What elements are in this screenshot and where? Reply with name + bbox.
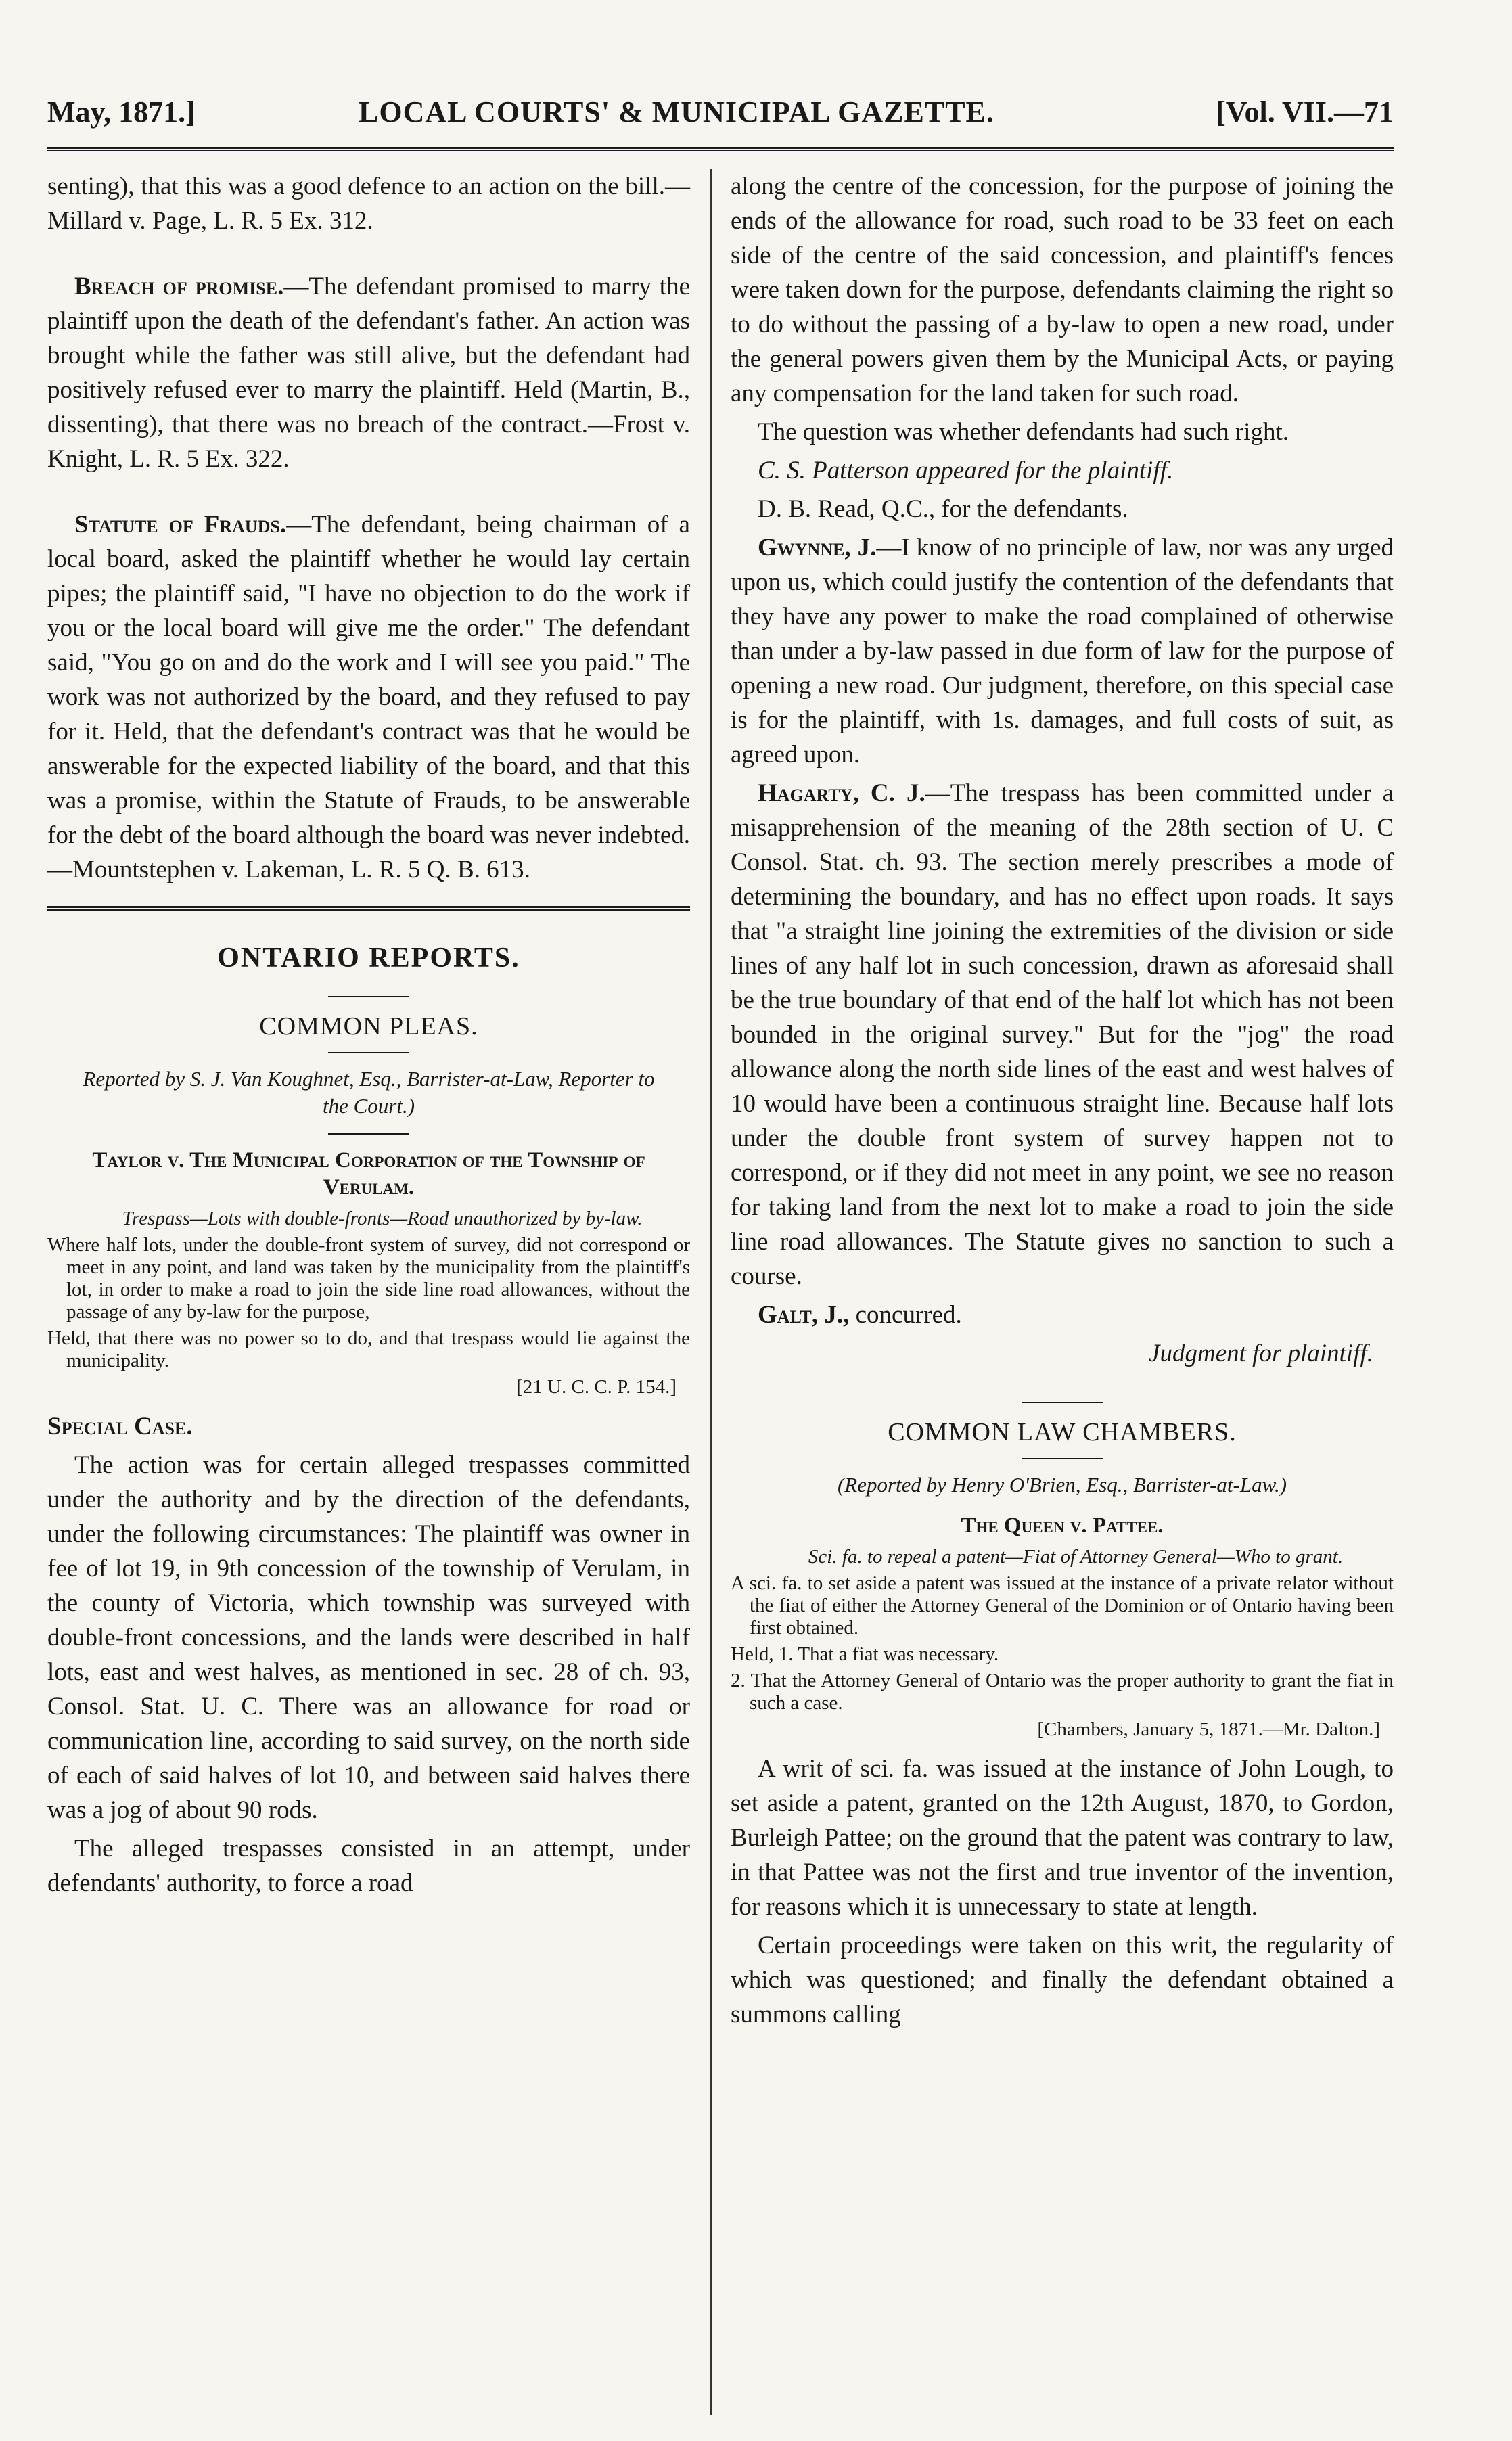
paragraph: The question was whether defendants had such right. (758, 418, 1289, 446)
paragraph-heading: Hagarty, C. J. (758, 779, 925, 807)
header-volume: [Vol. VII.—71 (1216, 95, 1394, 129)
paragraph: C. S. Patterson appeared for the plaintiff. (758, 457, 1174, 484)
reporter-line: (Reported by Henry O'Brien, Esq., Barrister-at-Law.) (837, 1473, 1287, 1497)
report-citation: [Chambers, January 5, 1871.—Mr. Dalton.] (1037, 1718, 1380, 1740)
paragraph-text: concurred. (855, 1301, 962, 1329)
case-title: Taylor v. The Municipal Corporation of the Township of Verulam. (92, 1148, 645, 1200)
page-header (47, 95, 1394, 142)
left-column (47, 169, 690, 1904)
header-rule (47, 147, 1394, 154)
short-rule (1022, 1458, 1103, 1459)
reporter-line: Reported by S. J. Van Koughnet, Esq., Barrister-at-Law, Reporter to the Court.) (83, 1067, 655, 1118)
paragraph-heading: Gwynne, J. (758, 534, 877, 562)
paragraph: senting), that this was a good defence to an action on the bill.—Millard v. Page, L. R. 5 Ex. 312. (47, 173, 690, 235)
paragraph-text: —The defendant promised to marry the plaintiff upon the death of the defendant's father. An action was brought while the father was still alive, but the defendant had positively refused ever to marry the plaintiff. Held (Martin, B., dissenting), that there was no breach of the contract.—Frost v. Knight, L. R. 5 Ex. 322. (47, 273, 690, 473)
short-rule (328, 1133, 409, 1135)
headnote: Held, that there was no power so to do, and that trespass would lie against the municipality. (47, 1327, 690, 1371)
section-title: ONTARIO REPORTS. (217, 942, 520, 974)
paragraph: along the centre of the concession, for the purpose of joining the ends of the allowance for road, such road to be 33 feet on each side of the centre of the said concession, and plaintiff's fences were taken down for the purpose, defendants claiming the right so to do without the passing of a by-law to open a new road, under the general powers given them by the Municipal Acts, or paying any compensation for the land taken for such road. (731, 173, 1394, 407)
paragraph (731, 776, 1394, 1294)
headnote: 2. That the Attorney General of Ontario was the proper authority to grant the fiat in such a case. (731, 1670, 1394, 1714)
paragraph: A writ of sci. fa. was issued at the instance of John Lough, to set aside a patent, granted on the 12th August, 1870, to Gordon, Burleigh Pattee; on the ground that the patent was contrary to law, in that Pattee was not the first and true inventor of the invention, for reasons which it is unnecessary to state at length. (731, 1755, 1394, 1921)
header-date: May, 1871.] (47, 95, 196, 129)
paragraph (731, 1298, 1394, 1332)
report-citation: [21 U. C. C. P. 154.] (516, 1376, 677, 1398)
paragraph-heading: Breach of promise. (74, 273, 284, 300)
case-title: The Queen v. Pattee. (961, 1513, 1164, 1538)
short-rule (328, 1052, 409, 1053)
column-divider (710, 169, 712, 2415)
paragraph (47, 269, 690, 476)
court-heading: COMMON PLEAS. (259, 1012, 478, 1041)
paragraph: D. B. Read, Q.C., for the defendants. (758, 495, 1128, 523)
gazette-page (47, 95, 1394, 2422)
short-rule (1022, 1402, 1103, 1403)
headnote: Where half lots, under the double-front system of survey, did not correspond or meet in any point, and land was taken by the municipality from the plaintiff's lot, in order to make a road to join the side line road allowances, without the passage of any by-law for the purpose, (47, 1234, 690, 1323)
paragraph-text: —The trespass has been committed under a misapprehension of the meaning of the 28th section of U. C Consol. Stat. ch. 93. The section merely prescribes a mode of determining the boundary, and has no effect upon roads. It says that "a straight line joining the extremities of the division or side lines of any half lot in such concession, drawn as aforesaid shall be the true boundary of that end of the half lot which has not been bounded in the original survey." But for the "jog" the road allowance along the north side lines of the east and west halves of 10 would have been a continuous straight line. Because half lots under the double front system of survey happen not to correspond, or if they did not meet in any point, we see no reason for taking land from the next lot to make a road to join the side line road allowances. The Statute gives no sanction to such a course. (731, 779, 1394, 1290)
paragraph: Certain proceedings were taken on this writ, the regularity of which was questioned; and finally the defendant obtained a summons calling (731, 1932, 1394, 2028)
judgment-line: Judgment for plaintiff. (1149, 1340, 1373, 1367)
catchwords: Trespass—Lots with double-fronts—Road unauthorized by by-law. (122, 1208, 643, 1229)
header-title: LOCAL COURTS' & MUNICIPAL GAZETTE. (359, 95, 994, 129)
headnote: A sci. fa. to set aside a patent was issued at the instance of a private relator without the fiat of either the Attorney General of the Dominion or of Ontario having been first obtained. (731, 1572, 1394, 1639)
right-column (731, 169, 1394, 2036)
paragraph-text: —I know of no principle of law, nor was any urged upon us, which could justify the contention of the defendants that they have any power to make the road complained of otherwise than under a by-law passed in due form of law for the purpose of opening a new road. Our judgment, therefore, on this special case is for the plaintiff, with 1s. damages, and full costs of suit, as agreed upon. (731, 534, 1394, 769)
headnote: Held, 1. That a fiat was necessary. (731, 1643, 999, 1665)
paragraph (47, 507, 690, 887)
short-rule (328, 996, 409, 997)
paragraph-heading: Statute of Frauds. (74, 511, 287, 539)
paragraph-text: —The defendant, being chairman of a local board, asked the plaintiff whether he would lay certain pipes; the plaintiff said, "I have no objection to do the work if you or the local board will give me the order." The defendant said, "You go on and do the work and I will see you paid." The work was not authorized by the board, and they refused to pay for it. Held, that the defendant's contract was that he would be answerable for the expected liability of the board, and that this was a promise, within the Statute of Frauds, to be answerable for the debt of the board although the board was never indebted.—Mountstephen v. Lakeman, L. R. 5 Q. B. 613. (47, 511, 690, 884)
section-rule (47, 906, 690, 914)
paragraph (731, 530, 1394, 772)
paragraph: The alleged trespasses consisted in an attempt, under defendants' authority, to force a road (47, 1835, 690, 1897)
paragraph: The action was for certain alleged trespasses committed under the authority and by the direction of the defendants, under the following circumstances: The plaintiff was owner in fee of lot 19, in 9th concession of the township of Verulam, in the county of Victoria, which township was surveyed with double-front concessions, and the lands were described in half lots, east and west halves, as mentioned in sec. 28 of ch. 93, Consol. Stat. U. C. There was an allowance for road or communication line, according to said survey, on the north side of each of said halves of lot 10, and between said halves there was a jog of about 90 rods. (47, 1451, 690, 1824)
paragraph-heading: Galt, J., (758, 1301, 850, 1329)
court-heading: COMMON LAW CHAMBERS. (888, 1418, 1237, 1446)
special-case-heading: Special Case. (47, 1413, 193, 1440)
catchwords: Sci. fa. to repeal a patent—Fiat of Attorney General—Who to grant. (808, 1546, 1344, 1568)
